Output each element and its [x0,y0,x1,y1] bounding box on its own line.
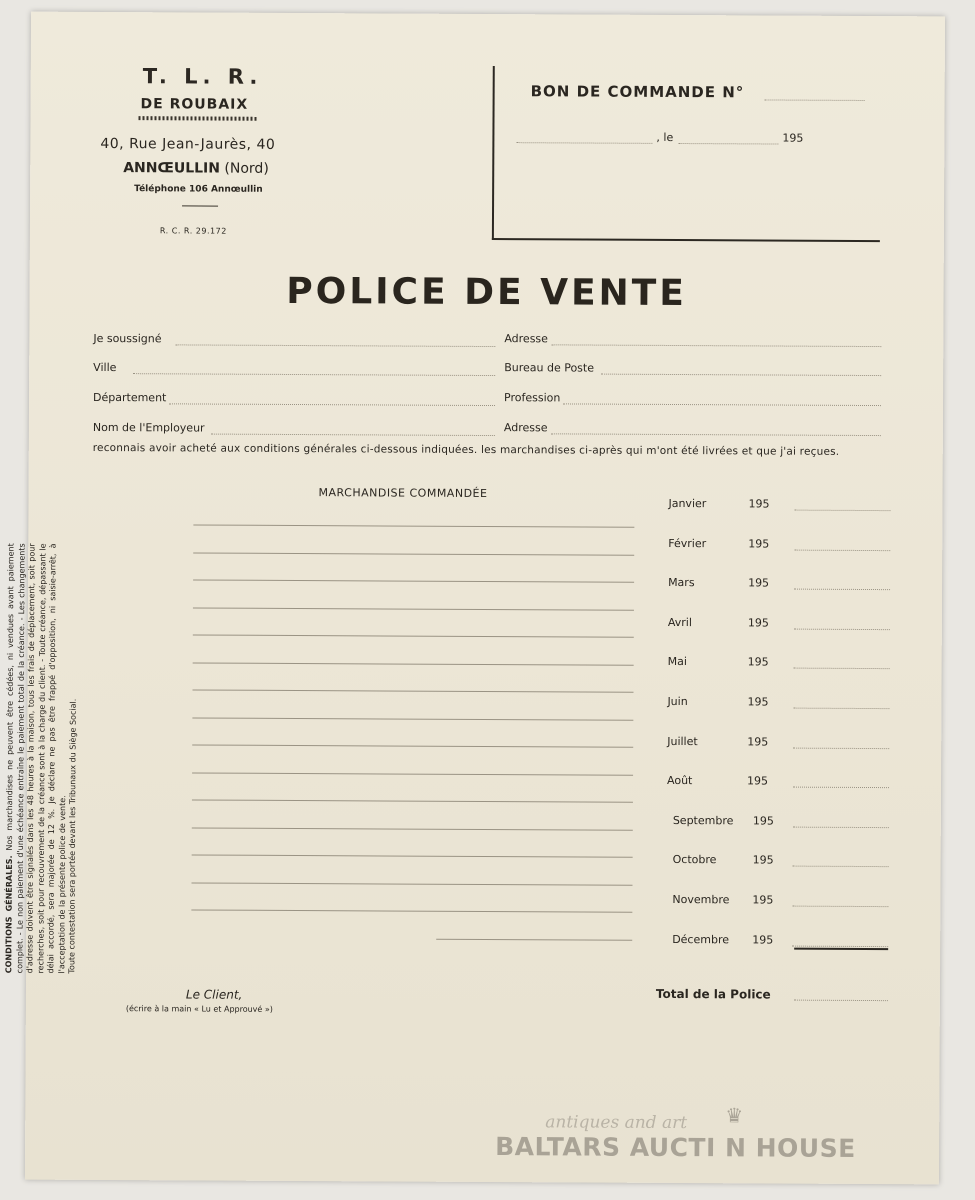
month-amount-field[interactable] [793,708,889,710]
merchandise-line[interactable] [193,634,634,637]
month-label: Janvier [668,496,707,511]
acknowledgement-statement: reconnais avoir acheté aux conditions générales ci-dessous indiquées. les marchandises ci-après qui m'ont été livrées et que j'ai reçues. [92,441,840,458]
field-label-profession: Profession [504,391,561,405]
general-conditions [4,543,80,973]
merchandise-line[interactable] [192,854,633,857]
month-amount-field[interactable] [792,906,888,908]
merchandise-line[interactable] [193,607,634,610]
month-amount-field[interactable] [794,628,890,630]
month-amount-field[interactable] [793,826,889,828]
adresse-employeur-input[interactable] [551,433,881,436]
field-label-employeur: Nom de l'Employeur [92,420,205,435]
order-year: 195 [782,131,804,145]
adresse-input[interactable] [551,344,881,347]
month-amount-field[interactable] [793,866,889,868]
month-year: 195 [747,695,769,709]
departement-input[interactable] [169,403,495,406]
merchandise-line[interactable] [193,662,634,665]
field-label-ville: Ville [93,360,117,375]
crown-icon: ♛ [725,1103,744,1128]
company-city-line [123,160,269,177]
client-note: (écrire à la main « Lu et Approuvé ») [125,1004,273,1014]
merchandise-line[interactable] [193,524,634,527]
merchandise-line[interactable] [191,909,632,912]
phone-rule [182,205,218,206]
month-label: Avril [667,615,692,629]
month-year: 195 [747,774,769,788]
merchandise-line[interactable] [193,689,634,692]
company-region: (Nord) [224,160,269,177]
order-form-sheet [4,12,945,1185]
merchandise-line[interactable] [193,552,634,555]
merchandise-line[interactable] [192,799,633,802]
employeur-input[interactable] [211,434,495,436]
month-amount-field[interactable] [794,510,890,512]
month-amount-field[interactable] [794,589,890,591]
ville-input[interactable] [133,373,495,376]
company-phone: Téléphone 106 Annœullin [134,184,263,195]
total-rule [794,948,888,950]
company-name: T. L. R. [142,64,263,89]
merchandise-line[interactable] [192,827,633,830]
month-year: 195 [748,536,770,551]
month-label: Mars [668,576,695,590]
month-year: 195 [747,734,769,749]
merchandise-line[interactable] [192,772,633,775]
total-input[interactable] [794,1000,888,1001]
month-year: 195 [752,853,774,867]
month-label: Février [668,536,707,550]
month-label: Novembre [672,892,730,907]
month-label: Octobre [672,853,717,867]
month-label: Décembre [672,932,730,946]
month-label: Juillet [667,734,698,748]
conditions-jurisdiction: Toute contestation sera portée devant les Tribunaux du Siège Social. [67,698,78,974]
merchandise-line[interactable] [193,579,634,582]
client-label: Le Client, [185,987,243,1002]
watermark-tagline: antiques and art [545,1112,688,1134]
page-title: POLICE DE VENTE [286,270,688,315]
month-year: 195 [752,932,774,947]
month-year: 195 [752,814,774,828]
merchandise-lines [31,12,945,17]
profession-input[interactable] [563,403,881,406]
total-label: Total de la Police [655,986,771,1002]
ornament-divider [138,116,256,121]
merchandise-header: MARCHANDISE COMMANDÉE [318,486,488,501]
conditions-heading: CONDITIONS GÉNÉRALES. [4,855,14,974]
watermark-name: BALTARS AUCTI N HOUSE [495,1132,856,1163]
month-label: Septembre [672,813,734,828]
month-year: 195 [747,655,769,669]
field-label-departement: Département [93,390,167,405]
month-amount-field[interactable] [794,549,890,551]
conditions-text: Nos marchandises ne peuvent être cédées, ni vendues avant paiement complet. - Le non paiement d'une échéance entraîne le paiement total de la créance. - Les changements d'adresse doivent être signalés dans les 48 heures à la maison, tous les frais de déplacement, soit pour recherches, soit pour recouvrement de la créance sont à la charge du client. - Toute créance, dépassant le délai accordé, sera majorée de 12 %. Je déclare ne pas être frappé d'opposition, ni saisie-arrêt, à l'acceptation de la présente police de vente. [4,543,67,974]
company-rcr: R. C. R. 29.172 [159,226,227,236]
company-subtitle: DE ROUBAIX [140,96,249,113]
merchandise-line[interactable] [436,938,632,940]
soussigne-input[interactable] [175,344,495,347]
company-city: ANNŒULLIN [123,160,221,177]
month-amount-field[interactable] [793,787,889,789]
month-year: 195 [748,576,770,590]
month-amount-field[interactable] [794,668,890,670]
month-label: Juin [667,694,688,709]
month-year: 195 [747,616,769,630]
merchandise-line[interactable] [192,882,633,885]
field-label-soussigne: Je soussigné [93,331,162,346]
field-label-bureau: Bureau de Poste [504,361,595,375]
order-number-label: BON DE COMMANDE N° [530,82,745,102]
bureau-input[interactable] [601,374,881,376]
month-year: 195 [748,497,770,511]
month-label: Août [667,774,693,788]
month-year: 195 [752,893,774,907]
field-label-adresse-employeur: Adresse [503,421,548,435]
month-amount-field[interactable] [793,747,889,749]
merchandise-line[interactable] [192,744,633,747]
month-label: Mai [667,655,687,669]
merchandise-line[interactable] [192,717,633,720]
company-address: 40, Rue Jean-Jaurès, 40 [100,135,276,153]
field-label-adresse: Adresse [504,332,548,346]
month-amount-field[interactable] [792,945,888,947]
order-date-le: , le [656,130,674,144]
